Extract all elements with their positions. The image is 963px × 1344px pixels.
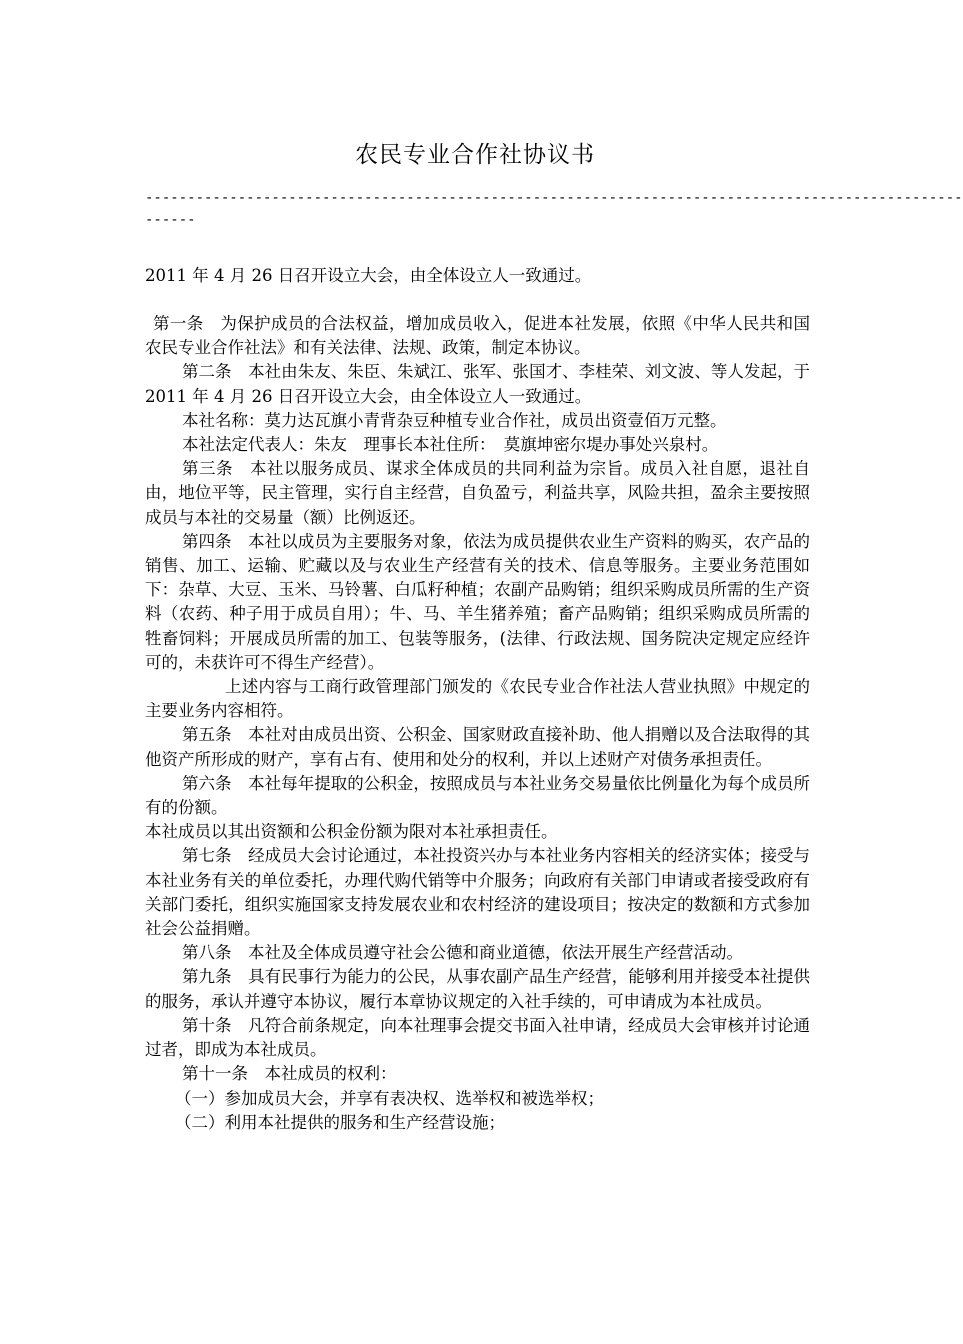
- article-11: 第十一条 本社成员的权利：: [182, 1064, 397, 1084]
- member-liability: 本社成员以其出资额和公积金份额为限对本社承担责任。: [145, 822, 558, 842]
- article-9: 第九条 具有民事行为能力的公民，从事农副产品生产经营，能够利用并接受本社提供的服务，承认并遵守本协议，履行本章协议规定的入社手续的，可申请成为本社成员。: [145, 967, 810, 1011]
- article-10: 第十条 凡符合前条规定，向本社理事会提交书面入社申请，经成员大会审核并讨论通过者，即成为本社成员。: [145, 1015, 810, 1060]
- business-license-note: 上述内容与工商行政管理部门颁发的《农民专业合作社法人营业执照》中规定的主要业务内容相符。: [145, 677, 810, 721]
- separator-line: -------------------------------------------------------------------------------------------------: [145, 190, 963, 206]
- cooperative-name: 本社名称：莫力达瓦旗小青背杂豆种植专业合作社，成员出资壹佰万元整。: [182, 410, 727, 430]
- article-4: 第四条 本社以成员为主要服务对象，依法为成员提供农业生产资料的购买，农产品的销售、加工、运输、贮藏以及与农业生产经营有关的技术、信息等服务。主要业务范围如下：杂草、大豆、玉米、马铃薯、白瓜籽种植；农副产品购销；组织采购成员所需的生产资料（农药、种子用于成员自用）；牛、马、羊生猪养殖；畜产品购销；组织采购成员所需的牲畜饲料；开展成员所需的加工、包装等服务，(法律、行政法规、国务院决定规定应经许可的，未获许可不得生产经营）。: [145, 531, 810, 672]
- separator-line-continuation: ------: [145, 212, 196, 228]
- article-8: 第八条 本社及全体成员遵守社会公德和商业道德，依法开展生产经营活动。: [182, 943, 743, 963]
- member-right-2: （二）利用本社提供的服务和生产经营设施；: [175, 1112, 505, 1132]
- member-right-1: （一）参加成员大会，并享有表决权、选举权和被选举权；: [175, 1088, 604, 1108]
- document-title: 农民专业合作社协议书: [355, 142, 595, 168]
- article-5: 第五条 本社对由成员出资、公积金、国家财政直接补助、他人捐赠以及合法取得的其他资产所形成的财产，享有占有、使用和处分的权利，并以上述财产对债务承担责任。: [145, 725, 810, 769]
- article-1: 第一条 为保护成员的合法权益，增加成员收入，促进本社发展，依照《中华人民共和国农民专业合作社法》和有关法律、法规、政策，制定本协议。: [145, 314, 810, 358]
- article-6: 第六条 本社每年提取的公积金，按照成员与本社业务交易量依比例量化为每个成员所有的份额。: [145, 773, 810, 818]
- article-7: 第七条 经成员大会讨论通过，本社投资兴办与本社业务内容相关的经济实体；接受与本社业务有关的单位委托，办理代购代销等中介服务；向政府有关部门申请或者接受政府有关部门委托，组织实施国家支持发展农业和农村经济的建设项目；按决定的数额和方式参加社会公益捐赠。: [145, 846, 810, 939]
- article-3: 第三条 本社以服务成员、谋求全体成员的共同利益为宗旨。成员入社自愿，退社自由，地位平等，民主管理，实行自主经营，自负盈亏，利益共享，风险共担，盈余主要按照成员与本社的交易量（额）比例返还。: [145, 459, 810, 527]
- document-body: [145, 312, 810, 1135]
- article-2: 第二条 本社由朱友、朱臣、朱斌江、张军、张国才、李桂荣、刘文波、等人发起，于 2011 年 4 月 26 日召开设立大会，由全体设立人一致通过。: [145, 362, 810, 406]
- legal-representative: 本社法定代表人：朱友 理事长本社住所： 莫旗坤密尔堤办事处兴泉村。: [182, 435, 719, 455]
- adoption-date-line: 2011 年 4 月 26 日召开设立大会，由全体设立人一致通过。: [145, 266, 592, 285]
